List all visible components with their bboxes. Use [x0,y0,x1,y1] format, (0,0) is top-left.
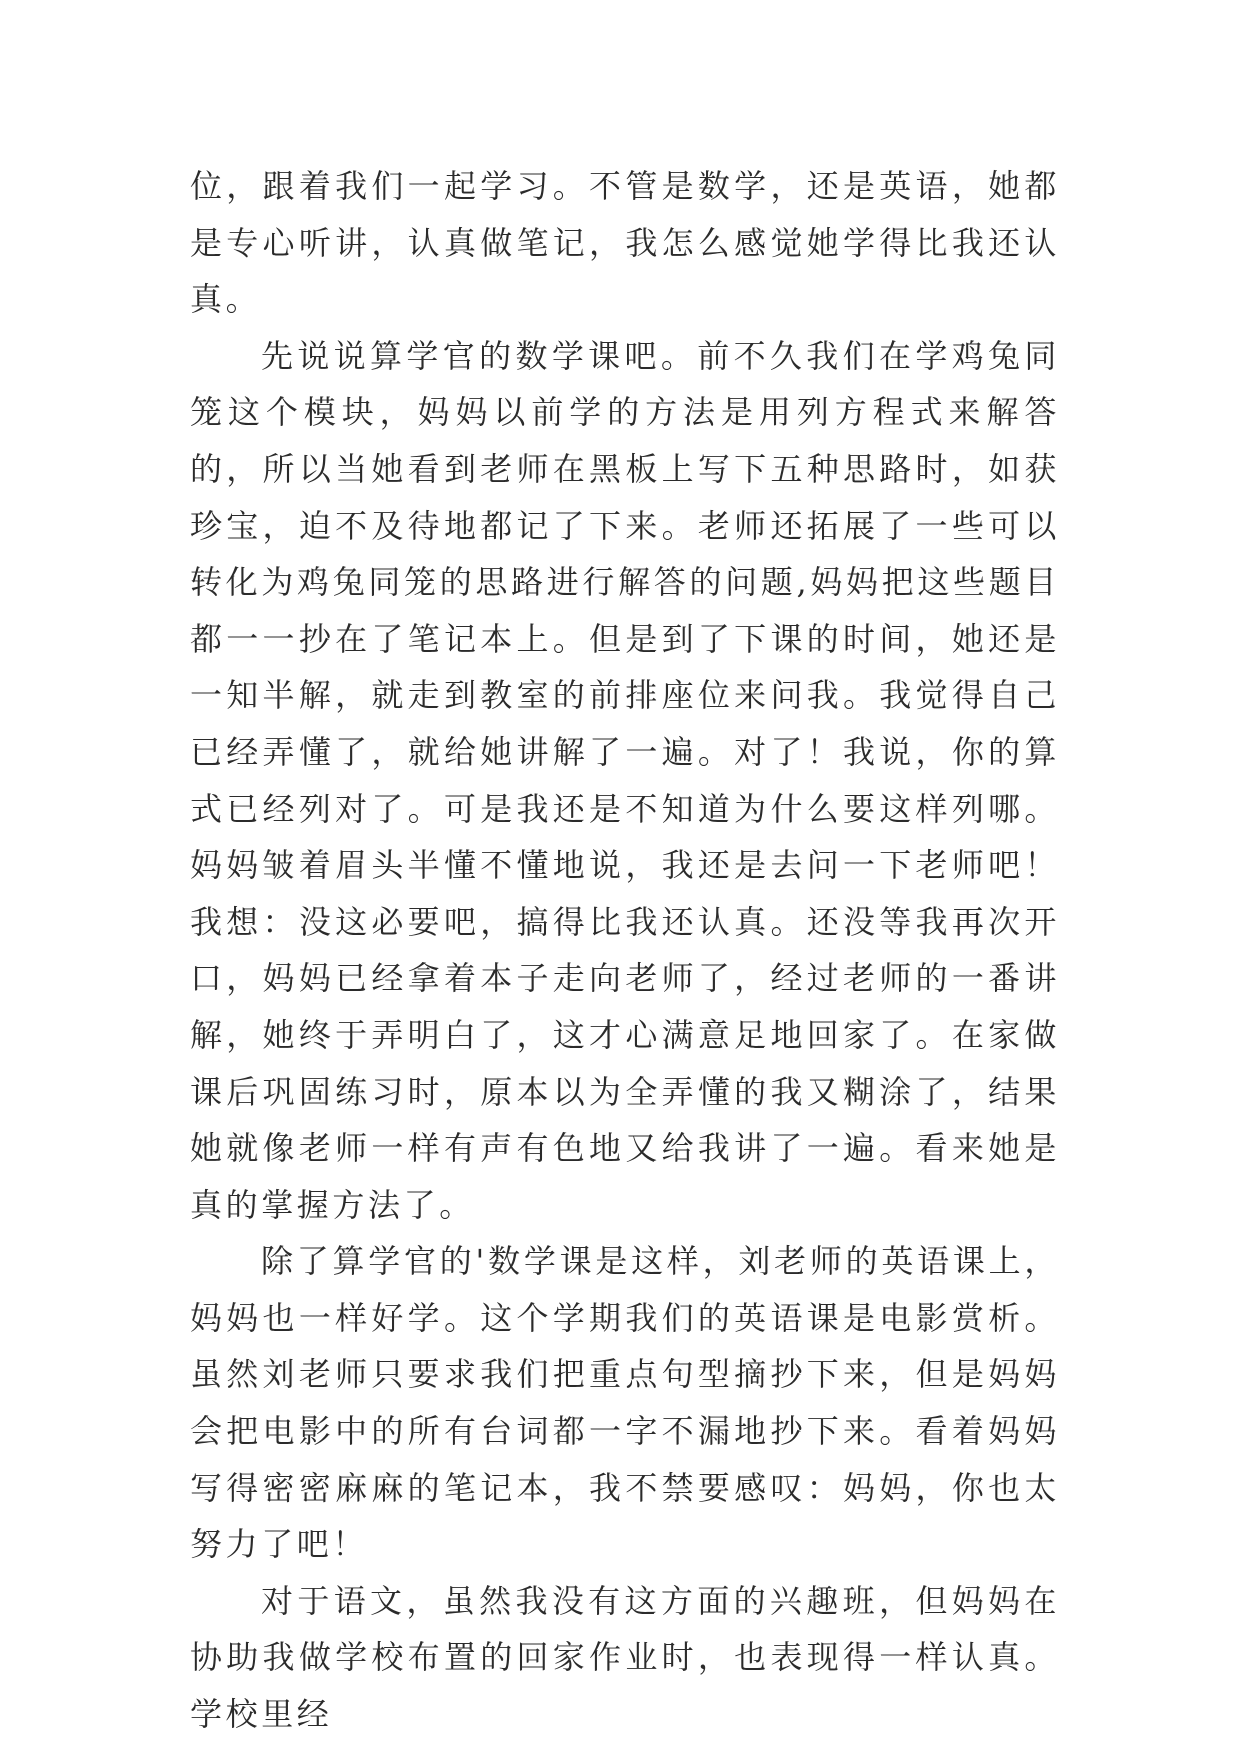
paragraph-1: 位，跟着我们一起学习。不管是数学，还是英语，她都是专心听讲，认真做笔记，我怎么感觉她学得比我还认真。 [190,167,1060,319]
paragraph-4: 对于语文，虽然我没有这方面的兴趣班，但妈妈在协助我做学校布置的回家作业时，也表现得一样认真。学校里经 [190,1581,1060,1734]
paragraph-2: 先说说算学官的数学课吧。前不久我们在学鸡兔同笼这个模块，妈妈以前学的方法是用列方程式来解答的，所以当她看到老师在黑板上写下五种思路时，如获珍宝，迫不及待地都记了下来。老师还拓展了一些可以转化为鸡兔同笼的思路进行解答的问题,妈妈把这些题目都一一抄在了笔记本上。但是到了下课的时间，她还是一知半解，就走到教室的前排座位来问我。我觉得自己已经弄懂了，就给她讲解了一遍。对了！我说，你的算式已经列对了。可是我还是不知道为什么要这样列哪。妈妈皱着眉头半懂不懂地说，我还是去问一下老师吧！我想：没这必要吧，搞得比我还认真。还没等我再次开口，妈妈已经拿着本子走向老师了，经过老师的一番讲解，她终于弄明白了，这才心满意足地回家了。在家做课后巩固练习时，原本以为全弄懂的我又糊涂了，结果她就像老师一样有声有色地又给我讲了一遍。看来她是真的掌握方法了。 [190,336,1060,1224]
document-body [190,158,1060,1743]
paragraph-3: 除了算学官的'数学课是这样，刘老师的英语课上，妈妈也一样好学。这个学期我们的英语课是电影赏析。虽然刘老师只要求我们把重点句型摘抄下来，但是妈妈会把电影中的所有台词都一字不漏地抄下来。看着妈妈写得密密麻麻的笔记本，我不禁要感叹：妈妈，你也太努力了吧！ [190,1242,1060,1564]
